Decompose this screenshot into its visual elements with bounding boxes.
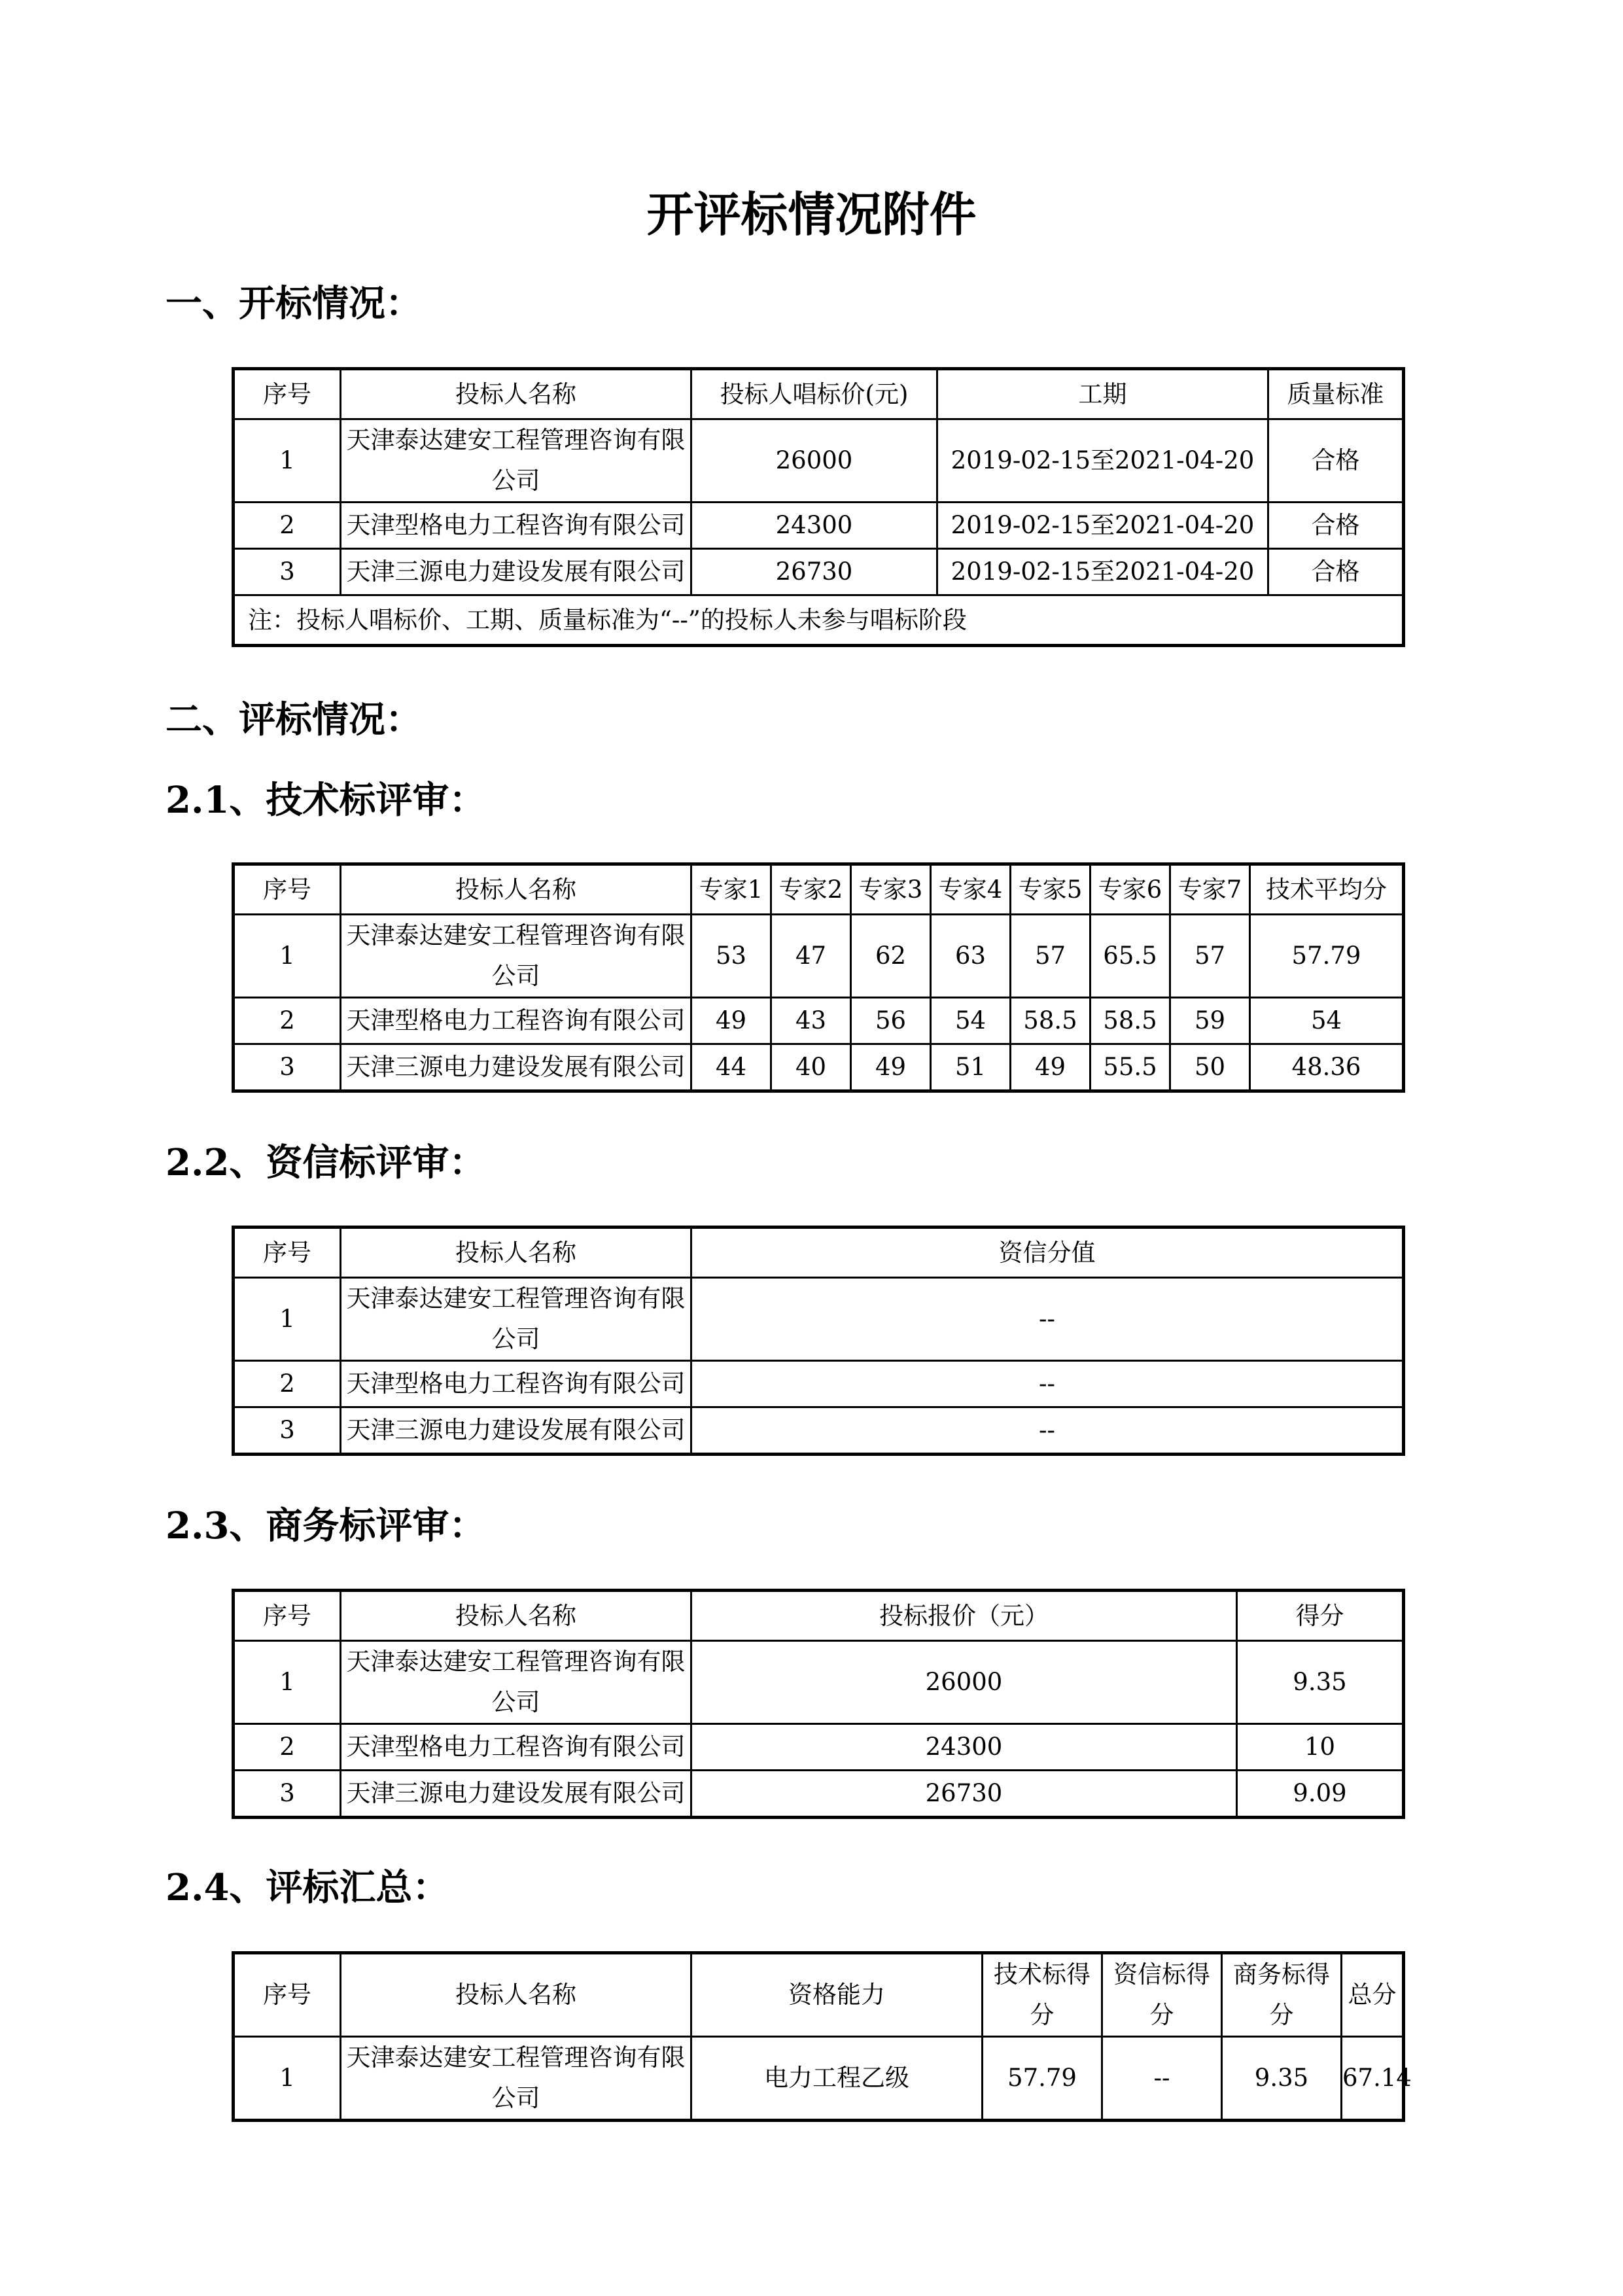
header-cell: 专家2 — [771, 864, 851, 915]
table-row — [234, 1641, 1404, 1724]
construction-period: 2019-02-15至2021-04-20 — [937, 419, 1268, 503]
quality-standard: 合格 — [1268, 549, 1404, 595]
technical-average: 48.36 — [1250, 1044, 1404, 1091]
header-cell: 商务标得分 — [1222, 1953, 1342, 2037]
table-row — [234, 998, 1404, 1044]
bidder-name: 天津泰达建安工程管理咨询有限公司 — [341, 419, 691, 503]
expert-score: 53 — [691, 915, 771, 998]
bidder-name: 天津三源电力建设发展有限公司 — [341, 1771, 691, 1818]
table-header-row — [234, 864, 1404, 915]
section-heading-business: 2.3、商务标评审： — [166, 1504, 486, 1547]
expert-score: 58.5 — [1091, 998, 1170, 1044]
header-cell: 质量标准 — [1268, 369, 1404, 419]
row-number: 1 — [234, 2037, 341, 2121]
section-heading-credit: 2.2、资信标评审： — [166, 1141, 486, 1184]
bidder-name: 天津泰达建安工程管理咨询有限公司 — [341, 2037, 691, 2121]
quality-standard: 合格 — [1268, 503, 1404, 549]
row-number: 2 — [234, 998, 341, 1044]
expert-score: 55.5 — [1091, 1044, 1170, 1091]
bidder-name: 天津泰达建安工程管理咨询有限公司 — [341, 915, 691, 998]
bidder-name: 天津型格电力工程咨询有限公司 — [341, 503, 691, 549]
table-row — [234, 1044, 1404, 1091]
opening-table — [232, 367, 1405, 647]
bid-price: 24300 — [691, 1724, 1237, 1771]
header-cell: 投标人名称 — [341, 864, 691, 915]
header-cell: 资格能力 — [691, 1953, 983, 2037]
expert-score: 50 — [1170, 1044, 1250, 1091]
table-row — [234, 1407, 1404, 1455]
table-row — [234, 915, 1404, 998]
row-number: 3 — [234, 549, 341, 595]
header-cell: 技术平均分 — [1250, 864, 1404, 915]
page-title: 开评标情况附件 — [646, 186, 977, 242]
expert-score: 59 — [1170, 998, 1250, 1044]
table-row — [234, 503, 1404, 549]
header-cell: 序号 — [234, 864, 341, 915]
header-cell: 投标人名称 — [341, 1953, 691, 2037]
expert-score: 58.5 — [1011, 998, 1091, 1044]
table-header-row — [234, 1953, 1404, 2037]
row-number: 1 — [234, 915, 341, 998]
header-cell: 资信分值 — [691, 1227, 1404, 1278]
expert-score: 47 — [771, 915, 851, 998]
credit-score: -- — [691, 1361, 1404, 1407]
header-cell: 序号 — [234, 1591, 341, 1641]
bid-price: 26730 — [691, 549, 937, 595]
business-score: 9.09 — [1237, 1771, 1404, 1818]
table-header-row — [234, 1227, 1404, 1278]
expert-score: 49 — [851, 1044, 931, 1091]
bid-price: 24300 — [691, 503, 937, 549]
note-row — [234, 595, 1404, 646]
bidder-name: 天津型格电力工程咨询有限公司 — [341, 1361, 691, 1407]
table-row — [234, 1278, 1404, 1361]
row-number: 1 — [234, 1641, 341, 1724]
expert-score: 65.5 — [1091, 915, 1170, 998]
header-cell: 投标人唱标价(元) — [691, 369, 937, 419]
bid-price: 26000 — [691, 419, 937, 503]
credit-table — [232, 1226, 1405, 1456]
expert-score: 57 — [1011, 915, 1091, 998]
technical-table — [232, 862, 1405, 1093]
header-cell: 专家6 — [1091, 864, 1170, 915]
credit-score: -- — [691, 1278, 1404, 1361]
header-cell: 专家4 — [931, 864, 1011, 915]
header-cell: 投标报价（元） — [691, 1591, 1237, 1641]
bidder-name: 天津泰达建安工程管理咨询有限公司 — [341, 1641, 691, 1724]
row-number: 2 — [234, 1724, 341, 1771]
header-cell: 序号 — [234, 369, 341, 419]
header-cell: 得分 — [1237, 1591, 1404, 1641]
technical-score: 57.79 — [983, 2037, 1102, 2121]
row-number: 2 — [234, 1361, 341, 1407]
business-score: 9.35 — [1222, 2037, 1342, 2121]
expert-score: 51 — [931, 1044, 1011, 1091]
summary-table — [232, 1951, 1412, 2122]
expert-score: 56 — [851, 998, 931, 1044]
bidder-name: 天津三源电力建设发展有限公司 — [341, 1044, 691, 1091]
bidder-name: 天津型格电力工程咨询有限公司 — [341, 998, 691, 1044]
expert-score: 40 — [771, 1044, 851, 1091]
table-row — [234, 1361, 1404, 1407]
table-row — [234, 1771, 1404, 1818]
quality-standard: 合格 — [1268, 419, 1404, 503]
bidder-name: 天津型格电力工程咨询有限公司 — [341, 1724, 691, 1771]
row-number: 1 — [234, 419, 341, 503]
header-cell: 资信标得分 — [1102, 1953, 1222, 2037]
expert-score: 44 — [691, 1044, 771, 1091]
bidder-name: 天津三源电力建设发展有限公司 — [341, 549, 691, 595]
header-cell: 技术标得分 — [983, 1953, 1102, 2037]
row-number: 1 — [234, 1278, 341, 1361]
header-cell: 专家7 — [1170, 864, 1250, 915]
table-note: 注：投标人唱标价、工期、质量标准为“--”的投标人未参与唱标阶段 — [234, 595, 1404, 646]
table-header-row — [234, 1591, 1404, 1641]
business-table — [232, 1589, 1405, 1819]
bid-price: 26000 — [691, 1641, 1237, 1724]
row-number: 3 — [234, 1407, 341, 1455]
header-cell: 序号 — [234, 1227, 341, 1278]
expert-score: 54 — [931, 998, 1011, 1044]
construction-period: 2019-02-15至2021-04-20 — [937, 549, 1268, 595]
credit-score: -- — [1102, 2037, 1222, 2121]
header-cell: 专家5 — [1011, 864, 1091, 915]
section-heading-opening: 一、开标情况： — [166, 282, 422, 325]
header-cell: 总分 — [1342, 1953, 1404, 2037]
row-number: 3 — [234, 1044, 341, 1091]
expert-score: 57 — [1170, 915, 1250, 998]
technical-average: 54 — [1250, 998, 1404, 1044]
header-cell: 投标人名称 — [341, 1227, 691, 1278]
expert-score: 63 — [931, 915, 1011, 998]
bid-price: 26730 — [691, 1771, 1237, 1818]
header-cell: 专家3 — [851, 864, 931, 915]
technical-average: 57.79 — [1250, 915, 1404, 998]
header-cell: 专家1 — [691, 864, 771, 915]
business-score: 10 — [1237, 1724, 1404, 1771]
table-header-row — [234, 369, 1404, 419]
header-cell: 序号 — [234, 1953, 341, 2037]
credit-score: -- — [691, 1407, 1404, 1455]
bidder-name: 天津泰达建安工程管理咨询有限公司 — [341, 1278, 691, 1361]
section-heading-technical: 2.1、技术标评审： — [166, 779, 486, 822]
construction-period: 2019-02-15至2021-04-20 — [937, 503, 1268, 549]
header-cell: 投标人名称 — [341, 369, 691, 419]
section-heading-evaluation: 二、评标情况： — [166, 698, 422, 741]
bidder-name: 天津三源电力建设发展有限公司 — [341, 1407, 691, 1455]
table-row — [234, 419, 1404, 503]
qualification: 电力工程乙级 — [691, 2037, 983, 2121]
row-number: 3 — [234, 1771, 341, 1818]
table-row — [234, 2037, 1404, 2121]
expert-score: 49 — [691, 998, 771, 1044]
business-score: 9.35 — [1237, 1641, 1404, 1724]
header-cell: 工期 — [937, 369, 1268, 419]
expert-score: 62 — [851, 915, 931, 998]
section-heading-summary: 2.4、评标汇总： — [166, 1866, 449, 1909]
expert-score: 43 — [771, 998, 851, 1044]
table-row — [234, 549, 1404, 595]
table-row — [234, 1724, 1404, 1771]
expert-score: 49 — [1011, 1044, 1091, 1091]
header-cell: 投标人名称 — [341, 1591, 691, 1641]
row-number: 2 — [234, 503, 341, 549]
total-score: 67.14 — [1342, 2037, 1404, 2121]
